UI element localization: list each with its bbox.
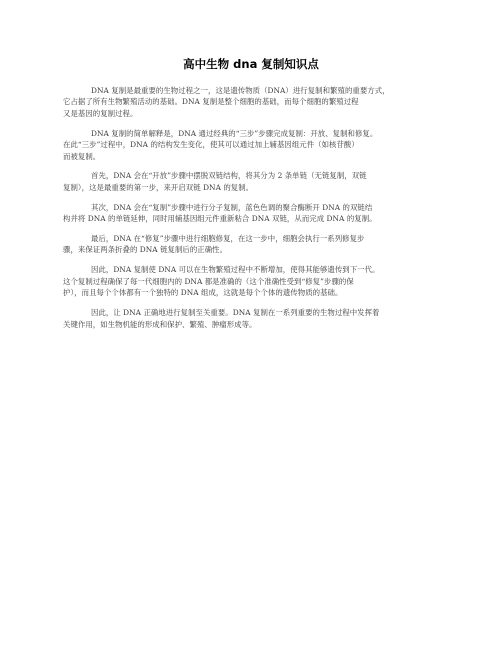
paragraph-5	[63, 233, 439, 256]
paragraph-line: 因此，让 DNA 正确地进行复制至关重要。DNA 复制在一系列重要的生物过程中发挥着	[91, 308, 380, 318]
paragraph-line: 因此，DNA 复制使 DNA 可以在生物繁殖过程中不断增加，使得其能够遗传到下一代。	[91, 265, 380, 275]
paragraph-line: 其次，DNA 会在“复制”步骤中进行分子复制，蓝色色调的聚合酶断开 DNA 的双链结	[91, 202, 373, 212]
paragraph-line: 在此“三步”过程中，DNA 的结构发生变化，使其可以通过加上辅基因组元件（如核苷酸）	[63, 140, 359, 150]
paragraph-line: 骤，来保证两条折叠的 DNA 链复制后的正确性。	[63, 245, 228, 255]
paragraph-line: 又是基因的复制过程。	[63, 108, 138, 118]
paragraph-4	[63, 202, 439, 225]
paragraph-1	[63, 85, 439, 119]
document-title: 高中生物 dna 复制知识点	[183, 57, 319, 71]
document-body	[63, 85, 439, 338]
paragraph-line: 复制），这是最重要的第一步，来开启双链 DNA 的复制。	[63, 182, 254, 192]
paragraph-line: 它占据了所有生物繁殖活动的基础。DNA 复制是整个细胞的基础，而每个细胞的繁殖过程	[63, 97, 359, 107]
paragraph-line: 首先，DNA 会在“开放”步骤中摆脱双链结构，将其分为 2 条单链（无链复制，双链	[91, 171, 367, 181]
paragraph-line: 这个复制过程确保了每一代细胞内的 DNA 都是准确的（这个准确性受到“修复”步骤的保	[63, 276, 354, 286]
paragraph-line: DNA 复制的简单解释是，DNA 通过经典的“三步”步骤完成复制：开放、复制和修复。	[91, 128, 378, 138]
paragraph-3	[63, 170, 439, 193]
paragraph-line: 而被复制。	[63, 151, 101, 161]
paragraph-6	[63, 264, 439, 298]
paragraph-line: 构并将 DNA 的单链延伸，同时用辅基因组元件重新粘合 DNA 双链，从而完成 DNA 的复制。	[63, 214, 377, 224]
paragraph-line: DNA 复制是最重要的生物过程之一，这是遗传物质（DNA）进行复制和繁殖的重要方式，	[91, 86, 390, 95]
paragraph-line: 最后，DNA 在“修复”步骤中进行细胞修复，在这一步中，细胞会执行一系列修复步	[91, 234, 365, 244]
paragraph-7	[63, 307, 439, 330]
paragraph-line: 护），而且每个个体都有一个独特的 DNA 组成，这就是每个个体的遗传物质的基础。	[63, 288, 343, 298]
paragraph-2	[63, 128, 439, 162]
paragraph-line: 关键作用，如生物机能的形成和保护、繁殖、肿瘤形成等。	[63, 319, 257, 329]
